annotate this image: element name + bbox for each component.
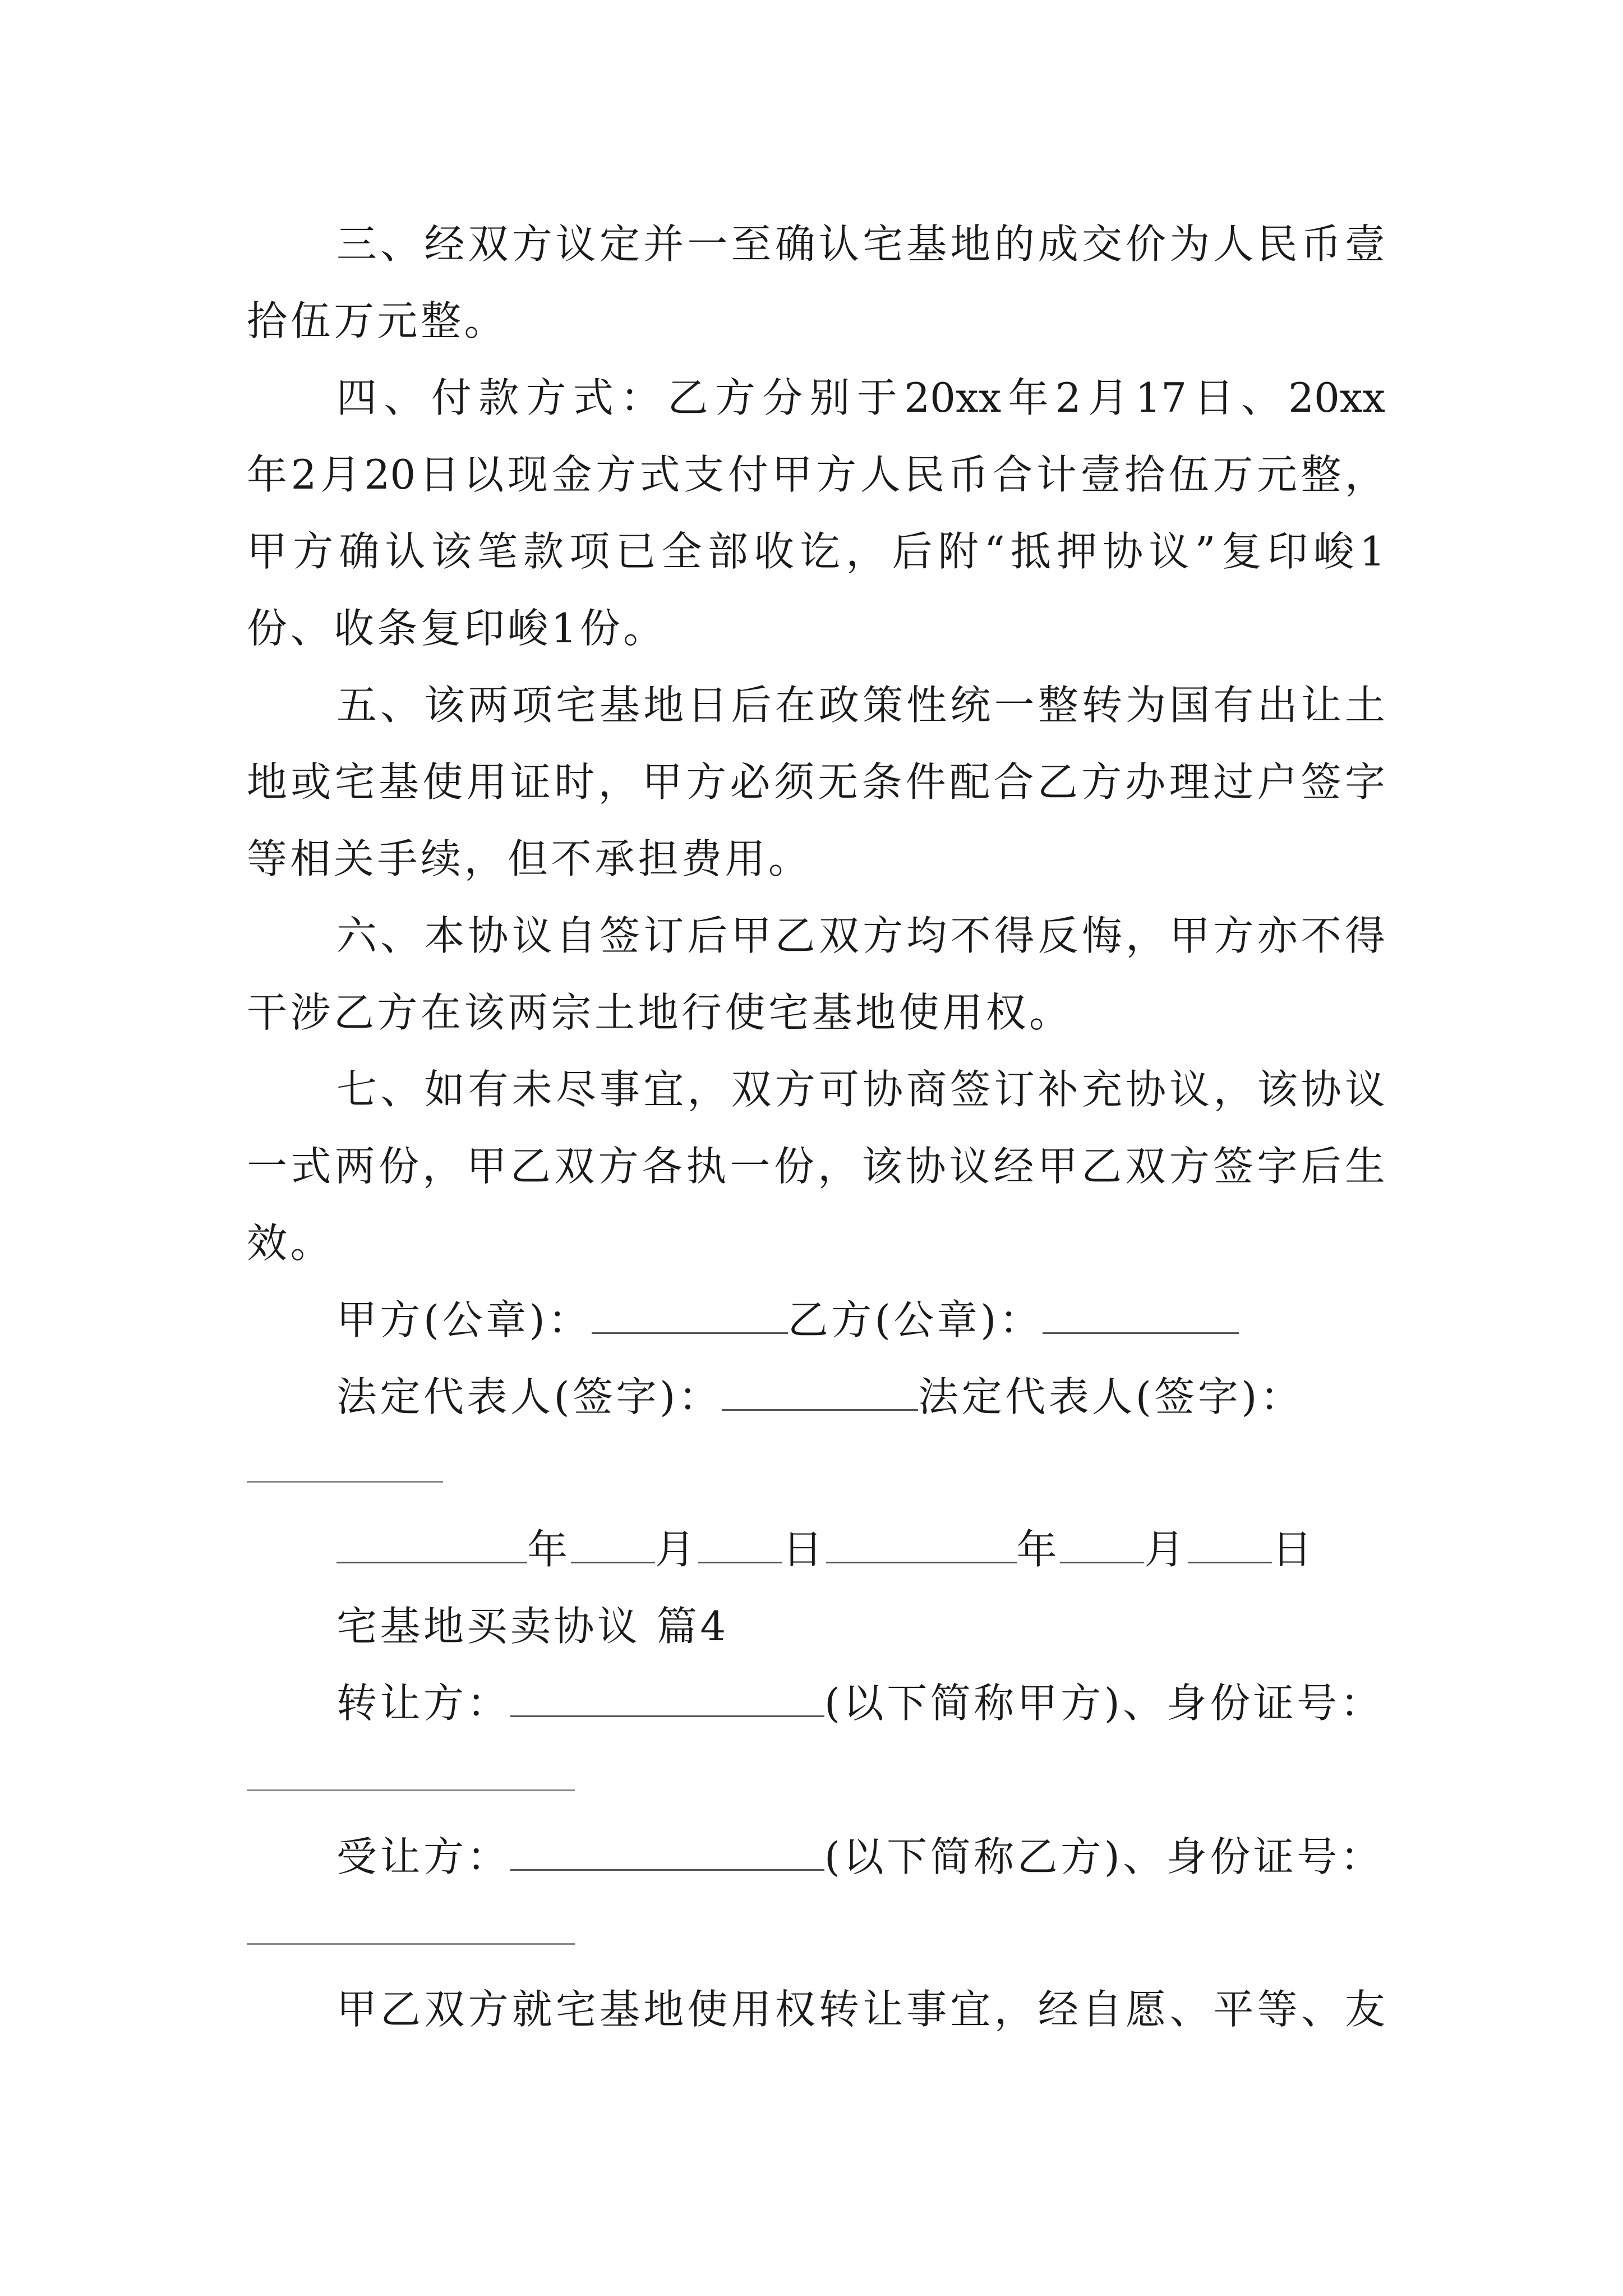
rep-b-blank[interactable] bbox=[247, 1481, 443, 1483]
rep-b-label: 法定代表人(签字)： bbox=[918, 1373, 1304, 1420]
transferee-id-blank[interactable] bbox=[247, 1943, 575, 1945]
transferor-line bbox=[336, 1675, 1384, 1731]
day-a-label: 日 bbox=[782, 1526, 826, 1573]
paragraph-line: 干涉乙方在该两宗土地行使宅基地使用权。 bbox=[247, 989, 1073, 1036]
paragraph-line: 六、本协议自签订后甲乙双方均不得反悔，甲方亦不得 bbox=[336, 912, 1385, 959]
paragraph-line: 三、经双方议定并一至确认宅基地的成交价为人民币壹 bbox=[336, 220, 1385, 268]
paragraph-line: 甲乙双方就宅基地使用权转让事宜，经自愿、平等、友 bbox=[336, 1986, 1385, 2033]
paragraph-line: 拾伍万元整。 bbox=[247, 297, 508, 344]
party-a-seal-blank[interactable] bbox=[592, 1298, 788, 1334]
paragraph-line: 五、该两项宅基地日后在政策性统一整转为国有出让土 bbox=[336, 682, 1385, 729]
year-a-blank[interactable] bbox=[336, 1527, 527, 1563]
paragraph-line: 份、收条复印峻1份。 bbox=[247, 605, 667, 652]
transferee-line bbox=[336, 1829, 1384, 1885]
month-a-blank[interactable] bbox=[571, 1527, 655, 1563]
day-b-label: 日 bbox=[1271, 1526, 1316, 1573]
paragraph-line: 地或宅基使用证时，甲方必须无条件配合乙方办理过户签字 bbox=[247, 758, 1385, 806]
paragraph-line: 效。 bbox=[247, 1220, 334, 1267]
day-a-blank[interactable] bbox=[698, 1527, 782, 1563]
paragraph-line: 年2月20日以现金方式支付甲方人民币合计壹拾伍万元整， bbox=[247, 451, 1385, 498]
paragraph-line: 甲方确认该笔款项已全部收讫，后附“抵押协议”复印峻1 bbox=[247, 528, 1385, 575]
month-b-label: 月 bbox=[1144, 1526, 1188, 1573]
transferor-id-blank[interactable] bbox=[247, 1789, 575, 1791]
party-a-seal-label: 甲方(公章)： bbox=[336, 1296, 592, 1343]
year-b-blank[interactable] bbox=[826, 1527, 1017, 1563]
month-a-label: 月 bbox=[654, 1526, 699, 1573]
date-line bbox=[336, 1521, 1315, 1577]
paragraph-line: 等相关手续，但不承担费用。 bbox=[247, 835, 812, 882]
month-b-blank[interactable] bbox=[1060, 1527, 1144, 1563]
day-b-blank[interactable] bbox=[1188, 1527, 1272, 1563]
year-b-label: 年 bbox=[1016, 1526, 1061, 1573]
transferee-note: (以下简称乙方)、身份证号： bbox=[824, 1833, 1384, 1880]
transferee-label: 受让方： bbox=[336, 1833, 511, 1880]
party-b-seal-label: 乙方(公章)： bbox=[787, 1296, 1043, 1343]
rep-a-blank[interactable] bbox=[722, 1375, 918, 1411]
rep-a-label: 法定代表人(签字)： bbox=[336, 1373, 722, 1420]
representative-line bbox=[336, 1369, 1303, 1425]
transferor-note: (以下简称甲方)、身份证号： bbox=[824, 1680, 1384, 1727]
paragraph-line: 一式两份，甲乙双方各执一份，该协议经甲乙双方签字后生 bbox=[247, 1143, 1385, 1190]
paragraph-line: 四、付款方式：乙方分别于20xx年2月17日、20xx bbox=[336, 374, 1385, 421]
transferee-name-blank[interactable] bbox=[510, 1835, 824, 1871]
year-a-label: 年 bbox=[527, 1526, 571, 1573]
transferor-label: 转让方： bbox=[336, 1680, 511, 1727]
section-title: 宅基地买卖协议 篇4 bbox=[336, 1603, 729, 1650]
paragraph-line: 七、如有未尽事宜，双方可协商签订补充协议，该协议 bbox=[336, 1066, 1385, 1113]
transferor-name-blank[interactable] bbox=[510, 1681, 824, 1717]
seal-line bbox=[336, 1292, 1239, 1348]
party-b-seal-blank[interactable] bbox=[1043, 1298, 1239, 1334]
